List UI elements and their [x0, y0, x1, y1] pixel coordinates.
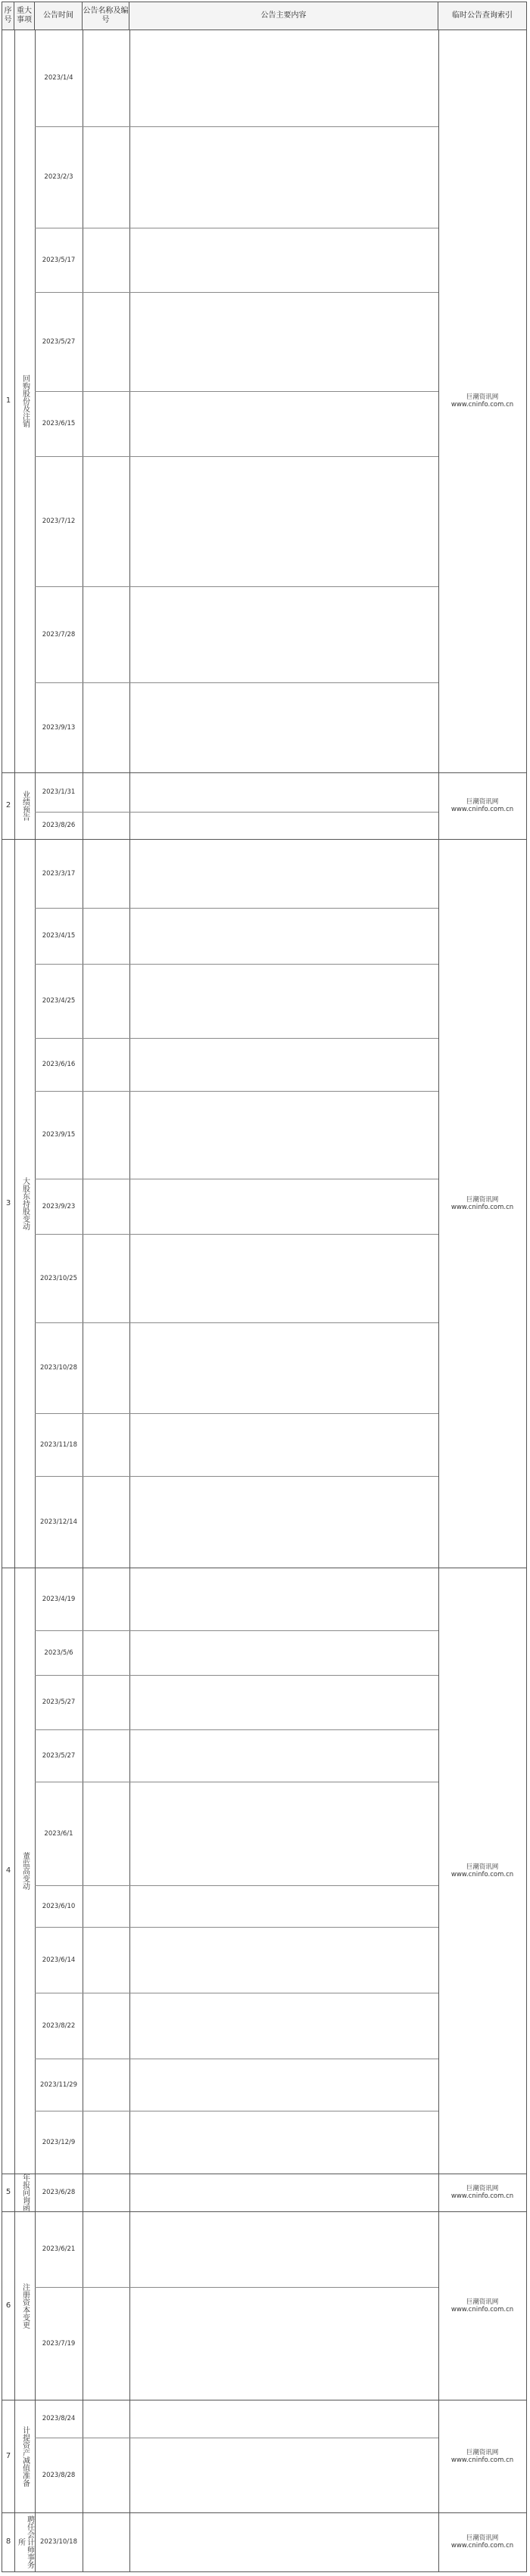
announcement-date: 2023/6/16 [42, 1061, 76, 1068]
announcement-date: 2023/6/14 [42, 1956, 76, 1964]
group-matter: 计提资产减值准备 [20, 2425, 30, 2487]
row-divider [35, 1476, 438, 1477]
row-divider [35, 908, 438, 909]
row-divider [35, 1675, 438, 1676]
group-query: 巨潮资讯网 www.cninfo.com.cn [450, 2185, 514, 2200]
group-matter: 董监高变动 [20, 1851, 30, 1890]
group-matter: 业绩预告 [20, 791, 30, 821]
announcement-date: 2023/5/6 [44, 1648, 73, 1657]
announcement-date: 2023/6/10 [42, 1902, 76, 1910]
group-seq: 6 [5, 2301, 11, 2310]
announcement-date: 2023/8/26 [42, 822, 76, 829]
row-divider [35, 292, 438, 293]
row-divider [35, 1927, 438, 1928]
announcement-date: 2023/6/15 [42, 420, 76, 427]
announcement-date: 2023/4/15 [42, 932, 76, 940]
header-matter: 重大事项 [14, 2, 35, 30]
row-divider [35, 391, 438, 392]
row-divider [35, 1038, 438, 1039]
row-divider [35, 2287, 438, 2288]
group-query: 巨潮资讯网 www.cninfo.com.cn [450, 2448, 514, 2464]
header-content: 公告主要内容 [129, 2, 438, 30]
announcement-date: 2023/12/9 [42, 2138, 76, 2146]
group-matter: 聘任会计师事务所 [16, 2515, 34, 2568]
announcement-date: 2023/5/27 [42, 1698, 76, 1706]
group-seq: 7 [5, 2451, 11, 2460]
announcement-date: 2023/3/17 [42, 869, 76, 878]
group-seq: 5 [5, 2188, 11, 2196]
group-query: 巨潮资讯网 www.cninfo.com.cn [450, 2298, 514, 2313]
row-divider [35, 812, 438, 813]
group-query: 巨潮资讯网 www.cninfo.com.cn [450, 1195, 514, 1211]
group-matter: 注册资本变更 [20, 2282, 30, 2329]
row-divider [35, 1234, 438, 1235]
column-divider [129, 30, 130, 2571]
announcement-date: 2023/8/24 [42, 2415, 76, 2422]
row-divider [35, 1091, 438, 1092]
group-seq: 2 [5, 801, 11, 809]
announcement-date: 2023/5/27 [42, 1751, 76, 1760]
row-divider [35, 126, 438, 127]
header-name: 公告名称及编号 [83, 2, 129, 30]
announcement-date: 2023/9/23 [42, 1202, 76, 1210]
announcement-date: 2023/2/3 [44, 173, 73, 181]
announcement-date: 2023/9/15 [42, 1131, 76, 1139]
announcement-date: 2023/6/1 [44, 1829, 73, 1838]
row-divider [35, 964, 438, 965]
announcement-date: 2023/8/28 [42, 2471, 76, 2479]
header-date: 公告时间 [35, 2, 83, 30]
announcement-date: 2023/1/31 [42, 788, 76, 796]
group-seq: 8 [5, 2537, 11, 2546]
row-divider [35, 682, 438, 683]
group-matter: 回购股份及注销 [20, 374, 30, 427]
announcement-date: 2023/1/4 [44, 74, 73, 82]
group-query: 巨潮资讯网 www.cninfo.com.cn [450, 798, 514, 813]
row-divider [35, 1413, 438, 1414]
group-query: 巨潮资讯网 www.cninfo.com.cn [450, 393, 514, 409]
table-header [2, 2, 526, 30]
announcement-date: 2023/10/25 [40, 1274, 77, 1282]
group-matter: 大股东持股变动 [20, 1176, 30, 1230]
group-seq: 3 [5, 1198, 11, 1207]
row-divider [35, 1885, 438, 1886]
row-divider [35, 1729, 438, 1730]
announcement-date: 2023/4/25 [42, 997, 76, 1005]
group-matter: 年报问询函 [20, 2174, 30, 2211]
group-query: 巨潮资讯网 www.cninfo.com.cn [450, 1863, 514, 1878]
row-divider [35, 456, 438, 457]
announcement-date: 2023/7/28 [42, 630, 76, 639]
announcement-date: 2023/5/27 [42, 337, 76, 346]
announcement-date: 2023/8/22 [42, 2021, 76, 2030]
announcement-table [2, 2, 527, 2572]
row-divider [35, 586, 438, 587]
announcement-date: 2023/4/19 [42, 1595, 76, 1603]
announcement-date: 2023/7/19 [42, 2339, 76, 2348]
header-seq: 序号 [2, 2, 14, 30]
group-query: 巨潮资讯网 www.cninfo.com.cn [450, 2534, 514, 2550]
announcement-date: 2023/5/17 [42, 256, 76, 264]
group-seq: 4 [5, 1866, 11, 1875]
announcement-date: 2023/6/21 [42, 2245, 76, 2253]
announcement-date: 2023/6/28 [42, 2189, 76, 2196]
header-query: 临时公告查询索引 [452, 11, 513, 20]
row-divider [35, 1322, 438, 1323]
group-seq: 1 [5, 396, 11, 405]
announcement-date: 2023/11/29 [40, 2080, 77, 2089]
announcement-date: 2023/10/18 [40, 2538, 77, 2546]
announcement-date: 2023/9/13 [42, 723, 76, 732]
announcement-date: 2023/10/28 [40, 1364, 77, 1372]
announcement-date: 2023/12/14 [40, 1518, 77, 1526]
announcement-date: 2023/7/12 [42, 517, 76, 525]
row-divider [35, 1630, 438, 1631]
announcement-date: 2023/11/18 [40, 1440, 77, 1449]
